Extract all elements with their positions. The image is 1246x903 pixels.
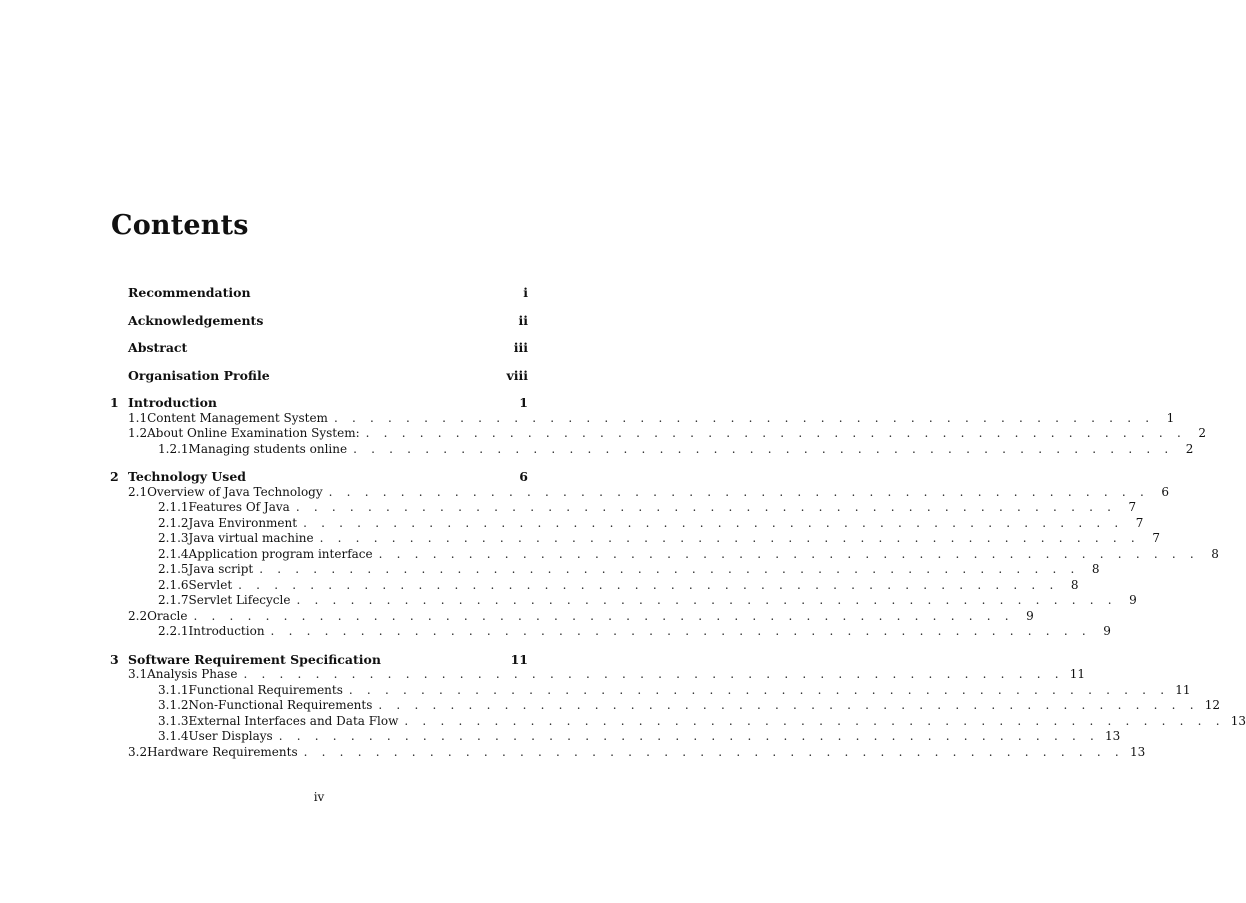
- toc-leader-dots: . . . . . . . . . . . . . . . . . . . . . . . . . . . . . . . . . . . . . . . . . . . . . .: [365, 426, 1186, 440]
- toc-chapter-entry[interactable]: [110, 652, 528, 668]
- toc-leader-dots: . . . . . . . . . . . . . . . . . . . . . . . . . . . . . . . . . . . . . . . . . . . . . .: [259, 562, 1080, 576]
- toc-section-entry[interactable]: [110, 500, 1137, 516]
- toc-leader-dots: . . . . . . . . . . . . . . . . . . . . . . . . . . . . . . . . . . . . . . . . . . . . . .: [333, 410, 1155, 425]
- toc-chapter-entry[interactable]: [110, 313, 528, 329]
- toc-leader-dots: . . . . . . . . . . . . . . . . . . . . . . . . . . . . . . . . . . . . . . . . . . . . . .: [243, 667, 1064, 681]
- toc-entry-page: 7: [1135, 515, 1144, 530]
- toc-entry-title: Servlet: [188, 577, 233, 592]
- toc-entry-title: Java Environment: [188, 515, 298, 530]
- toc-entry-title: Introduction: [128, 395, 218, 410]
- toc-section-entry[interactable]: [110, 682, 1191, 699]
- toc-entry-title: Hardware Requirements: [147, 744, 298, 759]
- toc-entry-page: 8: [1091, 562, 1100, 576]
- toc-entry-number: 2.1.1: [158, 500, 189, 514]
- toc-section-entry[interactable]: [110, 515, 1144, 532]
- toc-leader-dots: . . . . . . . . . . . . . . . . . . . . . . . . . . . . . . . . . . . . . . . . . . . . . .: [295, 500, 1117, 514]
- toc-leader-dots: . . . . . . . . . . . . . . . . . . . . . . . . . . . . . . . . . . . . . . . . . . . . . .: [238, 577, 1059, 592]
- toc-entry-page: 2: [1198, 426, 1206, 440]
- toc-entry-page: 11: [510, 651, 528, 667]
- toc-entry-title: Recommendation: [128, 285, 251, 300]
- toc-section-entry[interactable]: [110, 531, 1160, 547]
- toc-entry-title: Content Management System: [147, 410, 328, 425]
- toc-entry-title: User Displays: [188, 729, 273, 743]
- toc-section-entry[interactable]: [110, 667, 1086, 683]
- toc-entry-page: 6: [519, 469, 528, 484]
- toc-entry-title: Oracle: [147, 608, 188, 623]
- toc-leader-dots: . . . . . . . . . . . . . . . . . . . . . . . . . . . . . . . . . . . . . . . . . . . . . .: [378, 698, 1199, 712]
- toc-section-entry[interactable]: [110, 698, 1220, 714]
- toc-entry-page: 9: [1129, 593, 1137, 607]
- toc-entry-number: 3.1.3: [158, 713, 189, 728]
- page-title: Contents: [111, 210, 249, 241]
- toc-entry-title: Abstract: [128, 340, 188, 355]
- toc-entry-number: 1.1: [128, 410, 148, 425]
- toc-leader-dots: . . . . . . . . . . . . . . . . . . . . . . . . . . . . . . . . . . . . . . . . . . . . . .: [353, 441, 1174, 456]
- toc-entry-title: Overview of Java Technology: [147, 484, 323, 499]
- toc-chapter-entry[interactable]: [110, 395, 528, 411]
- toc-entry-page: 7: [1152, 531, 1160, 545]
- toc-entry-title: Java script: [188, 562, 254, 576]
- toc-leader-dots: . . . . . . . . . . . . . . . . . . . . . . . . . . . . . . . . . . . . . . . . . . . . . .: [378, 546, 1199, 561]
- toc-entry-number: 3: [110, 651, 119, 667]
- page-number: iv: [313, 790, 325, 804]
- toc-leader-dots: . . . . . . . . . . . . . . . . . . . . . . . . . . . . . . . . . . . . . . . . . . . . . .: [193, 608, 1014, 623]
- toc-entry-title: Analysis Phase: [147, 667, 238, 681]
- toc-entry-number: 3.2: [128, 744, 148, 759]
- toc-entry-title: Features Of Java: [188, 500, 290, 514]
- toc-entry-page: 12: [1204, 698, 1220, 712]
- toc-entry-page: 8: [1211, 546, 1219, 561]
- toc-entry-page: iii: [513, 340, 528, 355]
- toc-entry-title: Technology Used: [128, 469, 247, 484]
- toc-leader-dots: . . . . . . . . . . . . . . . . . . . . . . . . . . . . . . . . . . . . . . . . . . . . . .: [270, 624, 1091, 638]
- toc-chapter-entry[interactable]: [110, 340, 528, 356]
- toc-leader-dots: . . . . . . . . . . . . . . . . . . . . . . . . . . . . . . . . . . . . . . . . . . . . . .: [348, 682, 1170, 697]
- toc-entry-page: 13: [1105, 729, 1121, 743]
- toc-entry-page: 11: [1069, 667, 1086, 681]
- toc-section-entry[interactable]: [110, 410, 1175, 427]
- table-of-contents: [110, 285, 1246, 760]
- toc-entry-number: 2.1.4: [158, 546, 189, 561]
- toc-entry-number: 2.1: [128, 484, 148, 499]
- toc-chapter-entry[interactable]: [110, 469, 528, 485]
- toc-entry-page: 7: [1128, 500, 1137, 514]
- toc-entry-title: Software Requirement Specification: [128, 651, 381, 667]
- toc-entry-number: 3.1.1: [158, 682, 189, 697]
- toc-section-entry[interactable]: [110, 713, 1246, 730]
- toc-leader-dots: . . . . . . . . . . . . . . . . . . . . . . . . . . . . . . . . . . . . . . . . . . . . . .: [319, 531, 1140, 545]
- toc-leader-dots: . . . . . . . . . . . . . . . . . . . . . . . . . . . . . . . . . . . . . . . . . . . . . .: [303, 744, 1124, 759]
- toc-section-entry[interactable]: [110, 484, 1169, 501]
- toc-section-entry[interactable]: [110, 441, 1194, 458]
- toc-entry-page: 8: [1070, 577, 1079, 592]
- toc-entry-title: Application program interface: [188, 546, 373, 561]
- toc-entry-number: 2.1.5: [158, 562, 189, 576]
- toc-section-entry[interactable]: [110, 624, 1111, 640]
- toc-entry-page: 9: [1026, 608, 1034, 623]
- toc-entry-number: 2.1.3: [158, 531, 189, 545]
- toc-entry-number: 3.1.2: [158, 698, 189, 712]
- toc-entry-title: Organisation Profile: [128, 367, 270, 383]
- toc-entry-number: 2.1.6: [158, 577, 189, 592]
- toc-entry-number: 3.1: [128, 667, 148, 681]
- toc-leader-dots: . . . . . . . . . . . . . . . . . . . . . . . . . . . . . . . . . . . . . . . . . . . . . .: [328, 484, 1149, 499]
- toc-entry-page: 2: [1185, 441, 1194, 456]
- toc-chapter-entry[interactable]: [110, 368, 528, 384]
- toc-section-entry[interactable]: [110, 608, 1034, 625]
- toc-entry-number: 2.2.1: [158, 624, 189, 638]
- toc-section-entry[interactable]: [110, 546, 1219, 563]
- toc-leader-dots: . . . . . . . . . . . . . . . . . . . . . . . . . . . . . . . . . . . . . . . . . . . . . .: [404, 713, 1225, 728]
- toc-leader-dots: . . . . . . . . . . . . . . . . . . . . . . . . . . . . . . . . . . . . . . . . . . . . . .: [303, 515, 1124, 530]
- toc-entry-page: 1: [519, 395, 528, 410]
- toc-entry-title: Java virtual machine: [188, 531, 314, 545]
- toc-leader-dots: . . . . . . . . . . . . . . . . . . . . . . . . . . . . . . . . . . . . . . . . . . . . . .: [296, 593, 1117, 607]
- toc-entry-title: Introduction: [188, 624, 265, 638]
- toc-section-entry[interactable]: [110, 577, 1079, 594]
- toc-entry-number: 1.2.1: [158, 441, 189, 456]
- toc-entry-number: 2.1.7: [158, 593, 189, 607]
- toc-entry-number: 2.2: [128, 608, 148, 623]
- toc-entry-title: Servlet Lifecycle: [188, 593, 291, 607]
- toc-entry-number: 1: [110, 395, 119, 410]
- toc-section-entry[interactable]: [110, 593, 1137, 609]
- toc-section-entry[interactable]: [110, 729, 1121, 745]
- toc-entry-title: Non-Functional Requirements: [188, 698, 373, 712]
- toc-section-entry[interactable]: [110, 744, 1146, 761]
- toc-entry-number: 2: [110, 469, 119, 484]
- toc-entry-title: About Online Examination System:: [147, 426, 360, 440]
- toc-entry-title: Managing students online: [188, 441, 348, 456]
- toc-entry-page: ii: [518, 312, 528, 328]
- toc-leader-dots: . . . . . . . . . . . . . . . . . . . . . . . . . . . . . . . . . . . . . . . . . . . . . .: [278, 729, 1100, 743]
- toc-entry-title: Acknowledgements: [128, 312, 264, 328]
- toc-entry-title: Functional Requirements: [188, 682, 343, 697]
- toc-entry-page: viii: [506, 367, 528, 383]
- toc-entry-number: 2.1.2: [158, 515, 189, 530]
- toc-entry-page: 13: [1230, 713, 1246, 728]
- toc-entry-page: 1: [1166, 410, 1175, 425]
- toc-entry-page: 6: [1161, 484, 1169, 499]
- toc-section-entry[interactable]: [110, 562, 1100, 578]
- toc-entry-page: i: [523, 285, 528, 300]
- toc-entry-page: 9: [1103, 624, 1111, 638]
- toc-entry-number: 1.2: [128, 426, 148, 440]
- toc-entry-page: 11: [1175, 682, 1191, 697]
- toc-chapter-entry[interactable]: [110, 285, 528, 301]
- toc-entry-page: 13: [1129, 744, 1146, 759]
- toc-entry-title: External Interfaces and Data Flow: [188, 713, 399, 728]
- toc-section-entry[interactable]: [110, 426, 1206, 442]
- toc-entry-number: 3.1.4: [158, 729, 189, 743]
